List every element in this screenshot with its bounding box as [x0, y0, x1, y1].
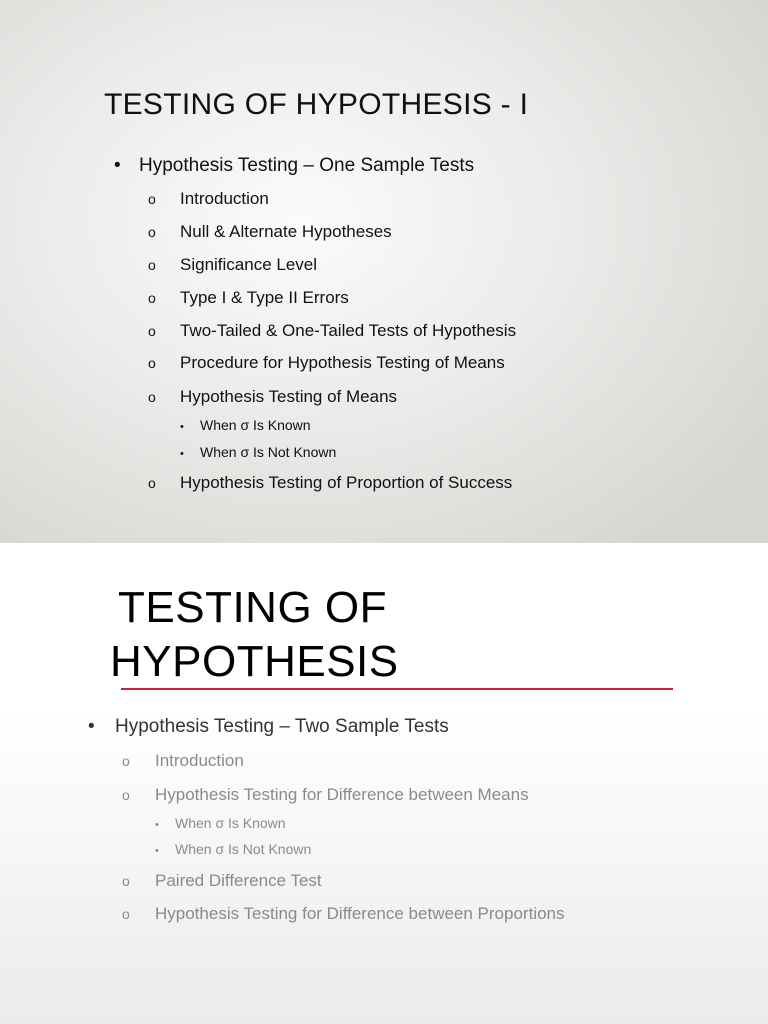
- list-item: [148, 387, 397, 407]
- list-item: [148, 321, 516, 341]
- list-item-text: Hypothesis Testing of Means: [180, 387, 398, 406]
- slide-testing-of-hypothesis-2: [0, 543, 768, 1024]
- main-bullet: [114, 155, 474, 177]
- sub-list-item-text: When σ Is Not Known: [175, 841, 312, 857]
- circle-marker: o: [148, 257, 156, 273]
- list-item-text: Two-Tailed & One-Tailed Tests of Hypothesis: [180, 321, 517, 340]
- slide-title: [110, 581, 399, 689]
- small-bullet-marker: •: [155, 845, 159, 857]
- circle-marker: o: [148, 355, 156, 371]
- list-item: [148, 189, 269, 209]
- list-item-text: Type I & Type II Errors: [180, 288, 349, 307]
- list-item-text: Paired Difference Test: [155, 871, 322, 890]
- sub-list-item: [155, 841, 311, 857]
- list-item: [122, 871, 322, 891]
- slide-title-line-2: HYPOTHESIS: [110, 637, 399, 686]
- list-item: [148, 473, 512, 493]
- small-bullet-marker: •: [180, 448, 184, 460]
- sub-list-item-text: When σ Is Known: [175, 815, 286, 831]
- circle-marker: o: [122, 787, 130, 803]
- list-item-text: Introduction: [180, 189, 269, 208]
- list-item: [148, 353, 505, 373]
- bullet-marker: •: [88, 716, 95, 737]
- title-divider: [121, 688, 673, 690]
- main-bullet-text: Hypothesis Testing – Two Sample Tests: [115, 716, 449, 737]
- circle-marker: o: [122, 873, 130, 889]
- circle-marker: o: [148, 290, 156, 306]
- list-item-text: Hypothesis Testing for Difference between Proportions: [155, 904, 565, 923]
- slide-title-line-1: TESTING OF: [118, 583, 387, 632]
- circle-marker: o: [148, 191, 156, 207]
- list-item: [122, 751, 244, 771]
- list-item: [122, 785, 529, 805]
- list-item-text: Procedure for Hypothesis Testing of Means: [180, 353, 505, 372]
- circle-marker: o: [148, 224, 156, 240]
- slide-title: TESTING OF HYPOTHESIS - I: [104, 88, 529, 121]
- sub-list-item: [180, 444, 336, 460]
- circle-marker: o: [148, 475, 156, 491]
- circle-marker: o: [148, 323, 156, 339]
- sub-list-item-text: When σ Is Not Known: [200, 444, 337, 460]
- main-bullet-text: Hypothesis Testing – One Sample Tests: [139, 155, 475, 176]
- bullet-marker: •: [114, 155, 121, 176]
- list-item-text: Hypothesis Testing for Difference between Means: [155, 785, 529, 804]
- list-item-text: Null & Alternate Hypotheses: [180, 222, 392, 241]
- main-bullet: [88, 716, 449, 738]
- sub-list-item: [155, 815, 286, 831]
- list-item-text: Hypothesis Testing of Proportion of Success: [180, 473, 513, 492]
- circle-marker: o: [122, 906, 130, 922]
- sub-list-item-text: When σ Is Known: [200, 417, 311, 433]
- small-bullet-marker: •: [155, 819, 159, 831]
- list-item: [148, 255, 317, 275]
- small-bullet-marker: •: [180, 421, 184, 433]
- circle-marker: o: [148, 389, 156, 405]
- list-item: [148, 288, 349, 308]
- list-item: [148, 222, 392, 242]
- list-item-text: Introduction: [155, 751, 244, 770]
- circle-marker: o: [122, 753, 130, 769]
- sub-list-item: [180, 417, 311, 433]
- list-item: [122, 904, 565, 924]
- list-item-text: Significance Level: [180, 255, 318, 274]
